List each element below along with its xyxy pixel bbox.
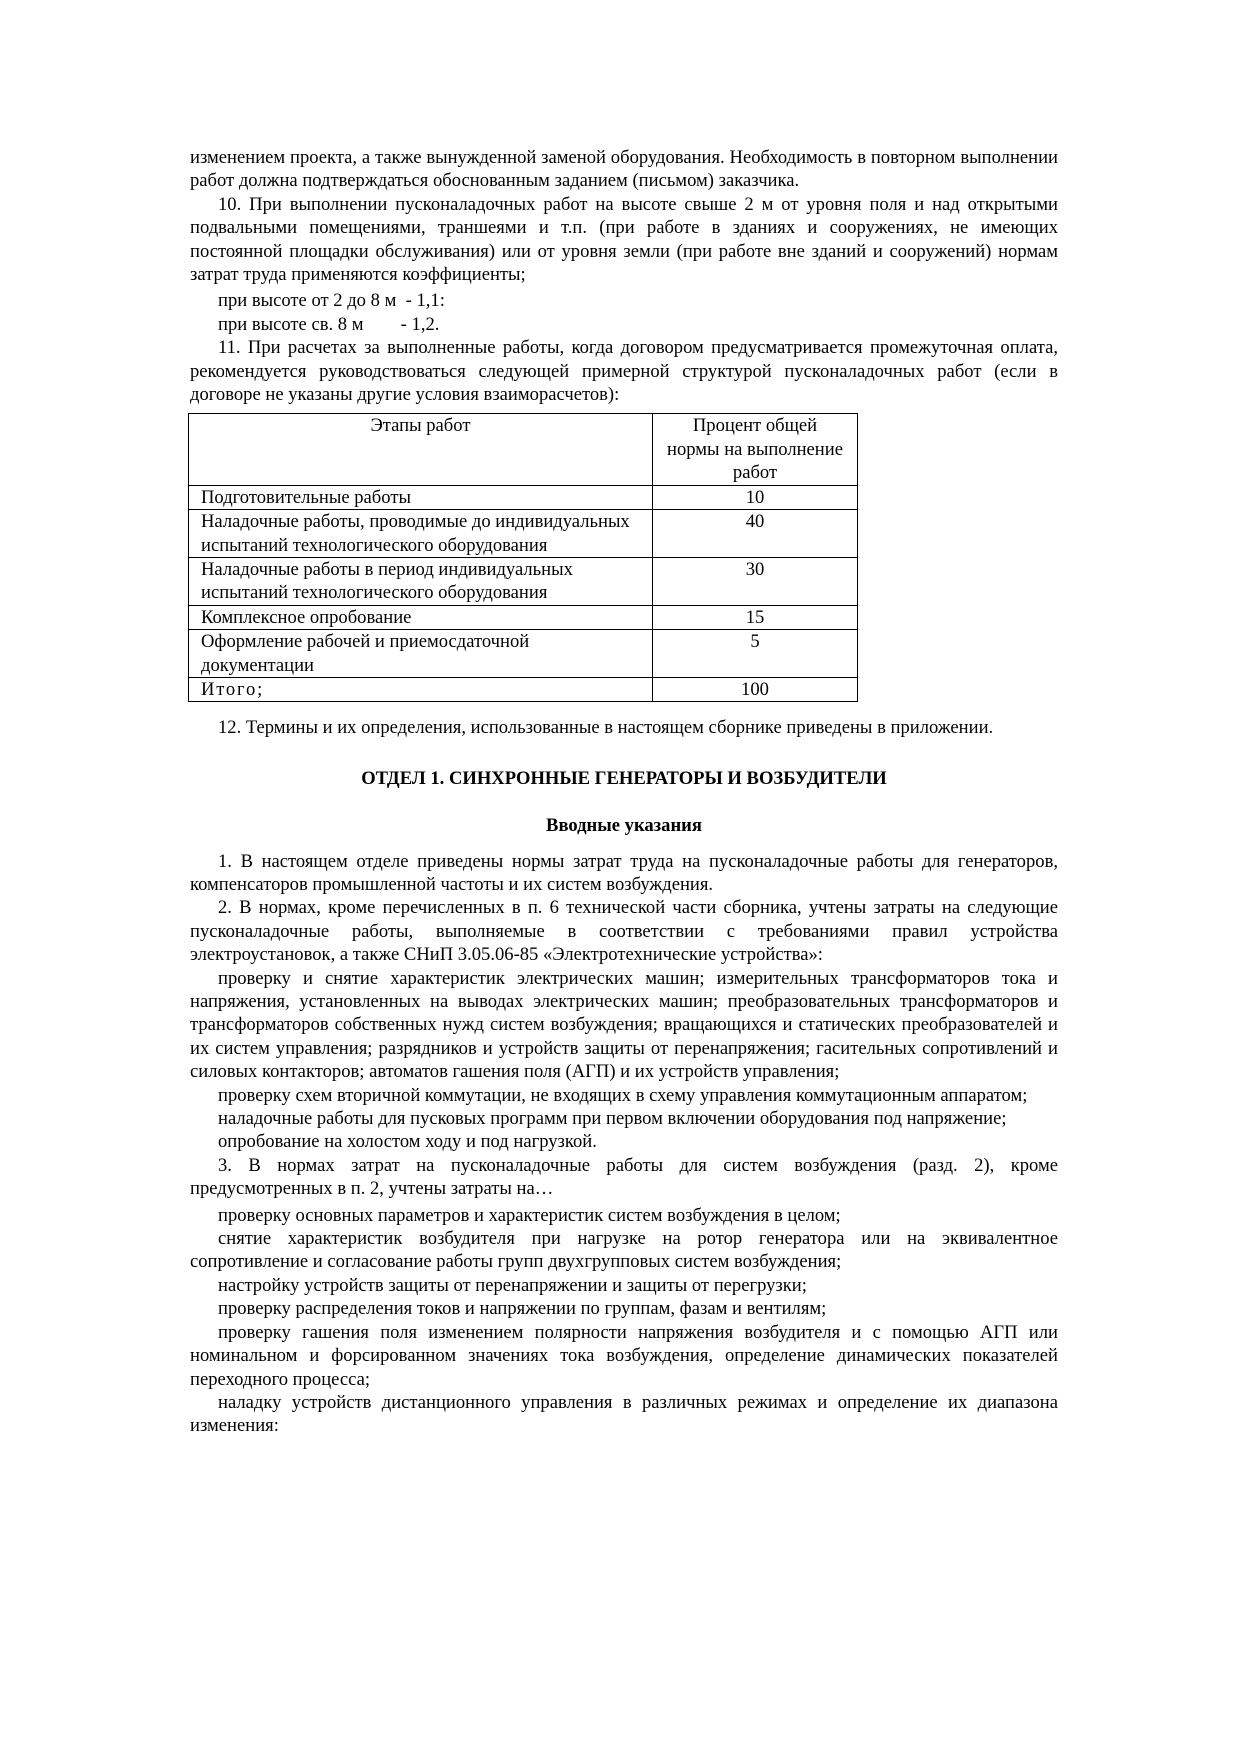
section-paragraph: 2. В нормах, кроме перечисленных в п. 6 технической части сборника, учтены затраты на следующие пусконаладочные работы, выполняемые в соответствии с требованиями правил устройства электроустановок, а также СНиП 3.05.06-85 «Электротехнические устройства»: (190, 897, 1058, 966)
section-paragraph: проверку распределения токов и напряжении по группам, фазам и вентилям; (218, 1298, 827, 1320)
section-title: ОТДЕЛ 1. СИНХРОННЫЕ ГЕНЕРАТОРЫ И ВОЗБУДИТЕЛИ (361, 767, 887, 789)
percent-cell: 5 (653, 630, 858, 678)
paragraph-11: 11. При расчетах за выполненные работы, когда договором предусматривается промежуточная оплата, рекомендуется руководствоваться следующей примерной структурой пусконаладочных работ (если в договоре не указаны другие условия взаиморасчетов): (190, 337, 1058, 406)
table-total-row (189, 677, 858, 701)
paragraph-10: 10. При выполнении пусконаладочных работ на высоте свыше 2 м от уровня поля и над открытыми подвальными помещениями, траншеями и т.п. (при работе в зданиях и сооружениях, не имеющих постоянной площадки обслуживания) или от уровня земли (при работе вне зданий и сооружений) нормам затрат труда применяются коэффициенты; (190, 193, 1058, 286)
subsection-title: Вводные указания (546, 815, 702, 837)
section-paragraph: проверку гашения поля изменением полярности напряжения возбудителя и с помощью АГП или номинальном и форсированном значениях тока возбуждения, определение динамических показателей переходного процесса; (190, 1321, 1058, 1390)
paragraph-12: 12. Термины и их определения, использованные в настоящем сборнике приведены в приложении. (218, 717, 994, 739)
table-row (189, 557, 858, 605)
stage-cell: Наладочные работы в период индивидуальных испытаний технологического оборудования (189, 557, 653, 605)
height-coefficient-line: при высоте св. 8 м - 1,2. (218, 313, 440, 335)
stage-cell: Комплексное опробование (189, 605, 653, 629)
header-percent: Процент общей нормы на выполнение работ (653, 414, 858, 485)
stage-cell: Наладочные работы, проводимые до индивидуальных испытаний технологического оборудования (189, 510, 653, 558)
height-coefficient-line: при высоте от 2 до 8 м - 1,1: (218, 290, 445, 312)
table-header-row (189, 414, 858, 485)
table-row (189, 485, 858, 509)
section-paragraph: проверку основных параметров и характеристик систем возбуждения в целом; (218, 1204, 841, 1226)
section-paragraph: наладочные работы для пусковых программ при первом включении оборудования под напряжение; (218, 1108, 1007, 1130)
section-paragraph: наладку устройств дистанционного управления в различных режимах и определение их диапазона изменения: (190, 1391, 1058, 1437)
percent-cell: 15 (653, 605, 858, 629)
table-row (189, 605, 858, 629)
total-label-cell: Итого; (189, 677, 653, 701)
table-row (189, 630, 858, 678)
section-paragraph: 3. В нормах затрат на пусконаладочные работы для систем возбуждения (разд. 2), кроме предусмотренных в п. 2, учтены затраты на… (190, 1154, 1058, 1200)
percent-cell: 10 (653, 485, 858, 509)
total-percent-cell: 100 (653, 677, 858, 701)
section-paragraph: настройку устройств защиты от перенапряжении и защиты от перегрузки; (218, 1274, 807, 1296)
percent-cell: 40 (653, 510, 858, 558)
table-row (189, 510, 858, 558)
section-paragraph: опробование на холостом ходу и под нагрузкой. (218, 1131, 597, 1153)
section-paragraph: 1. В настоящем отделе приведены нормы затрат труда на пусконаладочные работы для генераторов, компенсаторов промышленной частоты и их систем возбуждения. (190, 850, 1058, 895)
percent-cell: 30 (653, 557, 858, 605)
section-paragraph: снятие характеристик возбудителя при нагрузке на ротор генератора или на эквивалентное сопротивление и согласование работы групп двухгрупповых систем возбуждения; (190, 1228, 1058, 1273)
stage-cell: Оформление рабочей и приемосдаточной документации (189, 630, 653, 678)
section-paragraph: проверку и снятие характеристик электрических машин; измерительных трансформаторов тока и напряжения, установленных на выводах электрических машин; преобразовательных трансформаторов и трансформаторов собственных нужд систем возбуждения; вращающихся и статических преобразователей и их систем управления; разрядников и устройств защиты от перенапряжения; гасительных сопротивлений и силовых контакторов; автоматов гашения поля (АГП) и их устройств управления; (190, 967, 1058, 1083)
stage-cell: Подготовительные работы (189, 485, 653, 509)
work-stages-table (188, 413, 858, 702)
section-paragraph: проверку схем вторичной коммутации, не входящих в схему управления коммутационным аппаратом; (218, 1084, 1028, 1106)
paragraph-continuation: изменением проекта, а также вынужденной заменой оборудования. Необходимость в повторном выполнении работ должна подтверждаться обоснованным заданием (письмом) заказчика. (190, 147, 1058, 192)
header-stage: Этапы работ (189, 414, 653, 485)
document-page (190, 146, 1058, 1438)
